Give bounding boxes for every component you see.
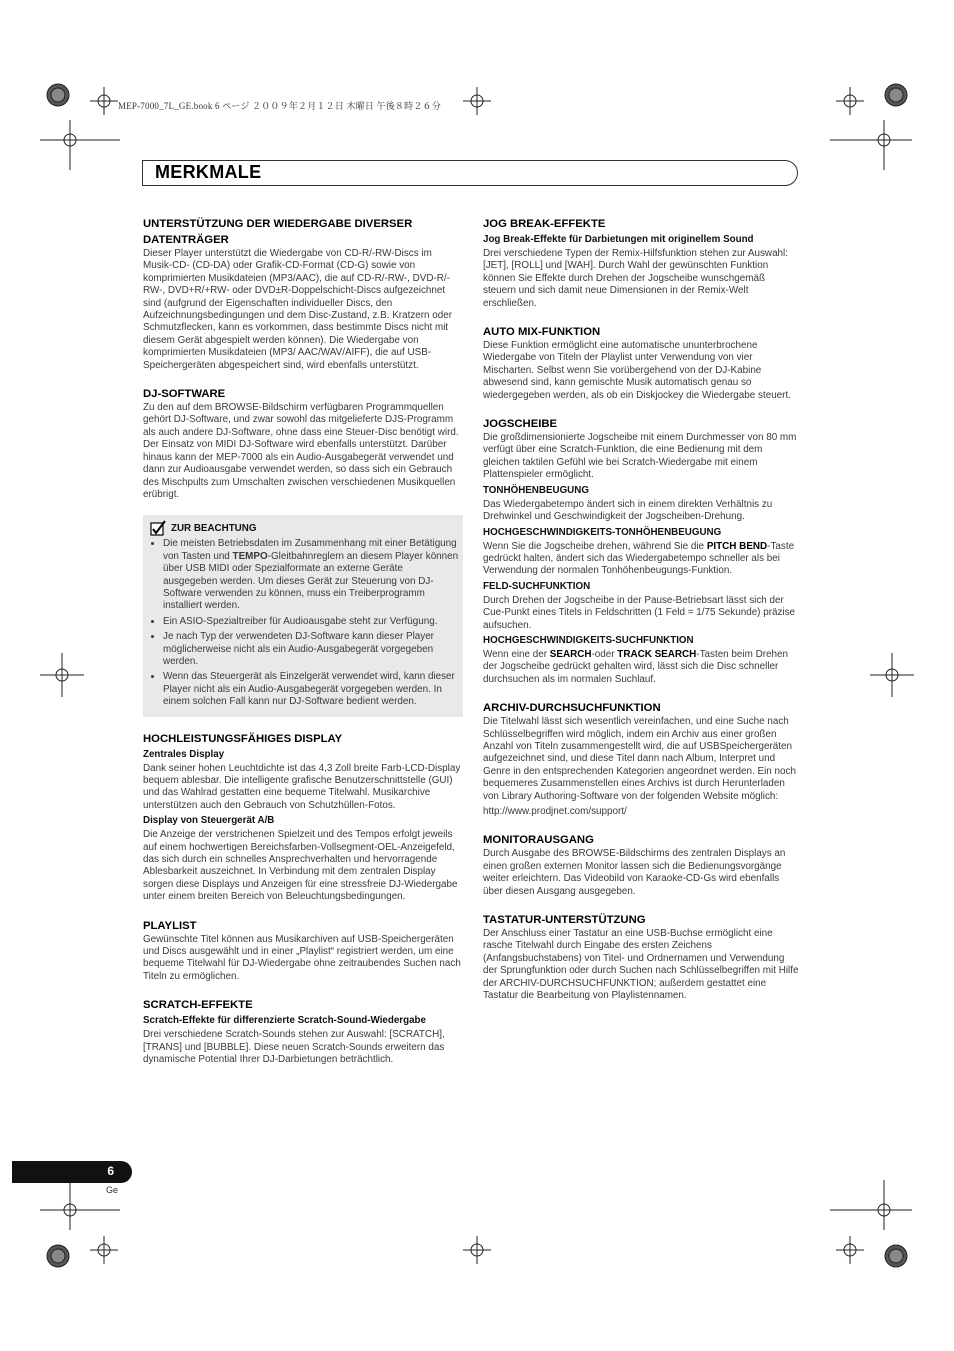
page-number: 6 — [107, 1164, 114, 1178]
search-label: SEARCH — [549, 648, 592, 660]
section-tastatur — [483, 912, 800, 1002]
list-item: • Je nach Typ der verwendeten DJ-Software kann dieser Player möglicherweise nicht als ein Audio-Ausgabegerät vorgegeben werden. — [163, 631, 459, 668]
list-item: • Ein ASIO-Spezialtreiber für Audioausgabe steht zur Verfügung. — [163, 616, 459, 628]
section-body: Durch Drehen der Jogscheibe in der Pause-Betriebsart lässt sich der Cue-Punkt eines Titels in Feldschritten (1 Feld = 1/75 Sekunde) präzise aufsuchen. — [483, 594, 796, 631]
body-text: Wenn eine der — [483, 648, 550, 660]
section-body — [483, 649, 800, 686]
section-body: Diese Funktion ermöglicht eine automatische ununterbrochene Wiedergabe von Titeln der Playlist unter Verwendung von vier Mischarten. Selbst wenn Sie vorübergehend von der DJ-Kabine abwesend sind, kann gemischte Musik automatisch genau so wiedergegeben werden, als ob ein Diskjockey die Wiedergabe steuert. — [483, 340, 791, 401]
section-body: Drei verschiedene Scratch-Sounds stehen zur Auswahl: [SCRATCH], [TRANS] und [BUBBLE]. Diese neuen Scratch-Sounds erweitern das dynamische Potential Ihrer DJ-Darbietungen beträchtlich. — [143, 1029, 445, 1066]
section-body: Drei verschiedene Typen der Remix-Hilfsfunktion stehen zur Auswahl: [JET], [ROLL] und [WAH]. Durch Wahl der gewünschten Funktion können Sie Effekte durch Drehen der Jogscheibe wunschgemäß steuern und sich damit neue Dimensionen in der Remix-Welt erschließen. — [483, 248, 788, 309]
track-search-label: TRACK SEARCH — [617, 648, 697, 660]
section-monitor — [483, 832, 800, 898]
note-title: ZUR BEACHTUNG — [171, 522, 257, 534]
section-body: Dank seiner hohen Leuchtdichte ist das 4,3 Zoll breite Farb-LCD-Display bequem ablesbar. Die intelligente grafische Benutzerschnittstelle (GUI) und das Wahlrad gestatten eine bequeme Titelwahl. Musikarchive unterstützen auch den Gebrauch von Schutzhüllen-Fotos. — [143, 762, 461, 811]
note-box — [143, 515, 463, 716]
tempo-label: TEMPO — [232, 550, 268, 562]
body-text: Wenn Sie die Jogscheibe drehen, während Sie die — [483, 540, 707, 552]
section-body — [483, 541, 800, 578]
section-dj-software — [143, 386, 463, 501]
section-heading: TASTATUR-UNTERSTÜTZUNG — [483, 914, 646, 927]
body-text: -Taste gedrückt halten, ändert sich das Wiedergabetempo schneller als bei Verwendung der normalen Tonhöhenbeugungs-Funktion. — [483, 540, 795, 577]
sub-heading: Scratch-Effekte für differenzierte Scratch-Sound-Wiedergabe — [143, 1015, 426, 1027]
section-display — [143, 731, 463, 904]
section-jogscheibe — [483, 416, 800, 686]
section-heading: SCRATCH-EFFEKTE — [143, 999, 253, 1012]
language-code: Ge — [106, 1185, 119, 1195]
sub-heading: Jog Break-Effekte für Darbietungen mit originellem Sound — [483, 234, 754, 245]
section-body: Das Wiedergabetempo ändert sich in einem direkten Verhältnis zu Drehwinkel und Geschwindigkeit der Jogscheiben-Drehung. — [483, 498, 773, 523]
sub-heading: Display von Steuergerät A/B — [143, 815, 275, 827]
body-text: -oder — [591, 648, 618, 660]
section-body: Der Anschluss einer Tastatur an eine USB-Buchse ermöglicht eine rasche Titelwahl durch Eingabe des ersten Zeichens (Anfangsbuchstabens) von Titel- und Ordnernamen und Verwendung der Sprungfunktion oder durch Suchen nach Schlüsselbegriffen mit Hilfe der ARCHIV-DURCHSUCHFUNKTION; außerdem gestattet eine Tastatur die Bearbeitung von Playlistennamen. — [483, 928, 799, 1002]
section-datentraeger — [143, 216, 463, 372]
section-heading: JOG BREAK-EFFEKTE — [483, 218, 606, 230]
section-scratch — [143, 997, 463, 1066]
list-item — [163, 538, 459, 612]
section-heading: PLAYLIST — [143, 919, 197, 932]
section-body: Durch Ausgabe des BROWSE-Bildschirms des zentralen Displays an einen großen externen Monitor lassen sich die Bedienungsvorgänge weiter erleichtern. Das Videobild von Karaoke-CD-Gs wird ebenfalls über diesen Ausgang ausgegeben. — [483, 848, 786, 897]
body-text: -Tasten beim Drehen der Jogscheibe gedrückt gehalten wird, lässt sich die Disc schneller durchsuchen als im normalen Suchlauf. — [483, 648, 788, 685]
section-playlist — [143, 918, 463, 984]
section-body: Zu den auf dem BROWSE-Bildschirm verfügbaren Programmquellen gehört DJ-Software, und zwar sowohl das mitgelieferte DJS-Programm als auch andere DJ-Software, ohne dass eine Steuer-Disc benötigt wird. Der Einsatz von MIDI DJ-Software wird ebenfalls unterstützt. Darüber hinaus kann der MEP-7000 als ein Audio-Ausgabegerät verwendet und dann zur Audioausgabe verwendet werden, so dass sich ein Gebrauch des Mischpults zum Umschalten zwischen verschiedenen Musikquellen erübrigt. — [143, 402, 459, 500]
sub-heading: FELD-SUCHFUNKTION — [483, 580, 591, 592]
right-column — [483, 216, 800, 1016]
section-heading: AUTO MIX-FUNKTION — [483, 326, 601, 339]
sub-heading: TONHÖHENBEUGUNG — [483, 484, 589, 496]
pitch-bend-label: PITCH BEND — [706, 540, 768, 552]
section-heading: HOCHLEISTUNGSFÄHIGES DISPLAY — [143, 732, 343, 745]
sub-heading: HOCHGESCHWINDIGKEITS-TONHÖHENBEUGUNG — [483, 526, 722, 538]
list-item: • Wenn das Steuergerät als Einzelgerät verwendet wird, kann dieser Player nicht als ein Audio-Ausgabegerät vorgegeben werden. In einem solchen Fall kann nur DJ-Software bedient werden. — [163, 671, 459, 708]
section-heading: DJ-SOFTWARE — [143, 388, 226, 401]
sub-heading: HOCHGESCHWINDIGKEITS-SUCHFUNKTION — [483, 634, 694, 646]
section-heading: JOGSCHEIBE — [483, 418, 558, 431]
section-body: Die Titelwahl lässt sich wesentlich vereinfachen, und eine Suche nach Schlüsselbegriffen wird möglich, indem ein Archiv aus einer großen Anzahl von Titeln zusammengestellt wird, die auf USBSpeichergeräten aufgezeichnet sind, und diese Titel dann nach Album, Interpret und Genre in den entsprechenden Kategorien angeordnet werden. Ein noch bequemeres Zusammenstellen eines Archivs ist durch Herunterladen von Library Authoring-Software von der folgenden Website möglich: — [483, 716, 796, 802]
section-heading: ARCHIV-DURCHSUCHFUNKTION — [483, 702, 661, 715]
section-body: Die großdimensionierte Jogscheibe mit einem Durchmesser von 80 mm verfügt über eine Scratch-Funktion, die eine Bedienung mit dem gleichen taktilen Gefühl wie bei Scratch-Wiedergabe mit einem Plattenspieler ermöglicht. — [483, 432, 797, 481]
sub-heading: Zentrales Display — [143, 748, 225, 760]
section-jog-break — [483, 216, 800, 310]
note-text: Die meisten Betriebsdaten im Zusammenhang mit einer Betätigung von Tasten und — [163, 538, 457, 562]
support-url[interactable]: http://www.prodjnet.com/support/ — [483, 806, 627, 817]
section-body: Die Anzeige der verstrichenen Spielzeit und des Tempos erfolgt jeweils auf einem hochwertigen Bereichsfarben-Vollsegment-OEL-Anzeigefeld, das sich durch ein schnelles Ansprechverhalten und hervorragende Ablesbarkeit auszeichnet. In Verbindung mit dem zentralen Display sorgen diese Displays und Anzeigen für eine stressfreie DJ-Wiedergabe unter einem breiten Bereich von Beleuchtungsbedingungen. — [143, 829, 458, 903]
note-header — [150, 519, 459, 537]
page-number-tab — [12, 1161, 132, 1183]
page-title-bar — [142, 160, 798, 186]
section-heading: UNTERSTÜTZUNG DER WIEDERGABE DIVERSER DATENTRÄGER — [143, 218, 413, 246]
section-archiv — [483, 700, 800, 818]
left-column — [143, 216, 463, 1081]
section-body: Gewünschte Titel können aus Musikarchiven auf USB-Speichergeräten und Discs ausgewählt und in einer „Playlist“ registriert werden, um eine bequeme Titelwahl für DJ-Wiedergabe ohne zeitraubendes Suchen nach Titeln zu ermöglichen. — [143, 933, 461, 982]
page-title: MERKMALE — [155, 162, 262, 182]
section-body: Dieser Player unterstützt die Wiedergabe von CD-R/-RW-Discs im Musik-CD- (CD-DA) oder Grafik-CD-Format (CD-G) sowie von komprimierten Musikdateien (MP3/AAC), die auf CD-R/-RW-, DVD-R/-RW-, DVD+R/+RW- oder DVD±R-Doppelschicht-Discs aufgezeichnet sind (aufgrund der Eigenschaften individueller Discs, den Aufzeichnungsbedingungen und dem Disc-Zustand, z.B. Kratzern oder Schmutzflecken, kann es vorkommen, dass bestimmte Discs nicht mit diesem Gerät abgespielt werden können). Die Wiedergabe von komprimierten Musikdateien (MP3/ AAC/WAV/AIFF), die auf USB-Speichergeräten abgespeichert sind, wird ebenfalls unterstützt. — [143, 248, 453, 371]
section-heading: MONITORAUSGANG — [483, 834, 594, 847]
note-text: -Gleitbahnreglern an diesem Player können über USB MIDI oder Spezialformate an externe Geräte ausgegeben werden. Um dieses Gerät zur Steuerung von DJ-Software verwenden zu können, muss ein Treiberprogramm installiert werden. — [163, 550, 459, 612]
section-auto-mix — [483, 324, 800, 402]
print-header: MEP-7000_7L_GE.book 6 ページ ２００９年２月１２日 木曜日 午後８時２６分 — [118, 101, 441, 111]
note-list — [150, 538, 459, 708]
checkmark-icon — [150, 520, 166, 536]
